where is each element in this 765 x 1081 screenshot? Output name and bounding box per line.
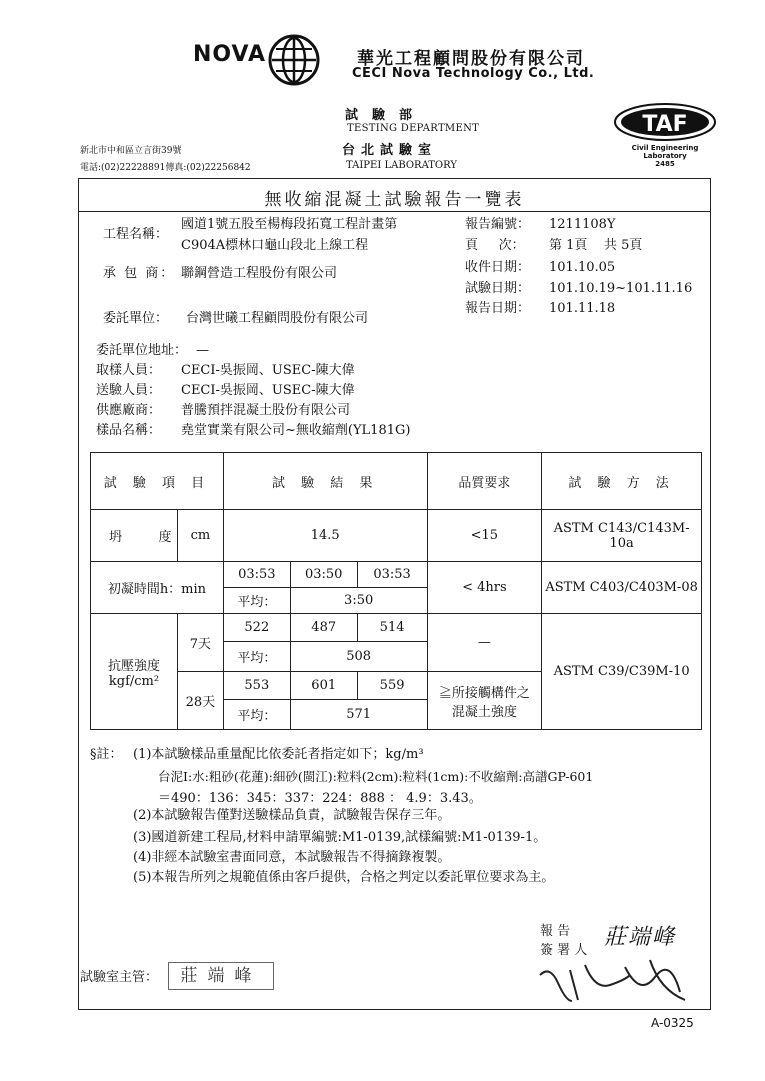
strength-age-28d: 28天 (177, 672, 223, 730)
sample-label: 樣品名稱： (96, 423, 162, 438)
setting-method: ASTM C403/C403M-08 (542, 562, 702, 614)
lab-manager-label: 試驗室主管： (80, 970, 159, 985)
header-test-method: 試 驗 方 法 (542, 453, 702, 510)
strength-28d-requirement-line1: ≧所接觸構件之 (438, 685, 530, 701)
title-divider (78, 211, 711, 212)
company-name-en: CECI Nova Technology Co., Ltd. (352, 66, 595, 81)
strength-7d-value-3: 514 (357, 614, 427, 642)
note-3: (3)國道新建工程局,材料申請單編號:M1-0139,試樣編號:M1-0139-1。 (133, 830, 547, 845)
sample-name: 堯堂實業有限公司~無收縮劑(YL181G) (181, 423, 411, 438)
issuer-name: 莊端峰 (604, 925, 677, 950)
strength-7d-avg-label: 平均： (223, 642, 290, 672)
report-date: 101.11.18 (549, 301, 616, 316)
setting-requirement: < 4hrs (427, 562, 542, 614)
note-1-ratio: ＝490：136：345：337：224：888 ： 4.9：3.43。 (158, 791, 482, 806)
supplier-label: 供應廠商： (96, 403, 162, 418)
strength-28d-requirement (427, 672, 542, 730)
nova-logo-text: NOVA (193, 42, 267, 67)
strength-7d-avg: 508 (290, 642, 427, 672)
project-label: 工程名稱： (103, 227, 169, 242)
department-cn: 試驗部 (345, 108, 427, 123)
strength-28d-value-1: 553 (223, 672, 290, 700)
contractor-name: 聯鋼營造工程股份有限公司 (181, 266, 338, 281)
ceci-globe-logo-icon (268, 34, 320, 86)
test-date: 101.10.19~101.11.16 (549, 281, 693, 296)
handwritten-signature-icon (530, 955, 700, 1015)
issuer-label-line1: 報 告 (540, 924, 571, 939)
table-row-setting-values (91, 562, 702, 588)
issuer-label-line2: 簽 署 人 (540, 943, 588, 958)
contractor-label: 承 包 商： (103, 266, 176, 281)
setting-value-1: 03:53 (223, 562, 290, 588)
setting-item: 初凝時間h：min (91, 562, 224, 614)
company-address: 新北市中和區立言街39號 (80, 146, 182, 156)
taf-number: 2485 (655, 160, 675, 168)
note-5: (5)本報告所列之規範值係由客戶提供，合格之判定以委託單位要求為主。 (133, 870, 555, 885)
strength-28d-avg: 571 (290, 700, 427, 730)
notes-mark: §註： (90, 747, 123, 762)
client-address-label: 委託單位地址： (96, 343, 188, 358)
strength-age-7d: 7天 (177, 614, 223, 672)
project-name-line2: C904A標林口龜山段北上線工程 (181, 238, 369, 253)
client-name: 台灣世曦工程顧問股份有限公司 (186, 311, 369, 326)
laboratory-cn: 台北試驗室 (342, 143, 438, 158)
strength-method: ASTM C39/C39M-10 (542, 614, 702, 730)
strength-7d-value-2: 487 (290, 614, 357, 642)
setting-value-2: 03:50 (290, 562, 357, 588)
strength-28d-value-2: 601 (290, 672, 357, 700)
table-row-slump (91, 510, 702, 562)
project-name-line1: 國道1號五股至楊梅段拓寬工程計畫第 (181, 217, 398, 232)
report-title: 無收縮混凝土試驗報告一覽表 (264, 190, 525, 210)
client-label: 委託單位： (103, 311, 169, 326)
strength-28d-requirement-line2: 混凝土強度 (451, 704, 517, 720)
report-date-label: 報告日期： (465, 301, 531, 316)
slump-method: ASTM C143/C143M-10a (542, 510, 702, 562)
setting-avg-label: 平均： (223, 588, 290, 614)
department-en: TESTING DEPARTMENT (347, 123, 480, 134)
slump-unit: cm (177, 510, 223, 562)
page-value: 第 1頁 共 5頁 (549, 238, 643, 253)
setting-avg: 3:50 (290, 588, 427, 614)
test-date-label: 試驗日期： (465, 281, 531, 296)
supplier: 普騰預拌混凝土股份有限公司 (181, 403, 351, 418)
note-4: (4)非經本試驗室書面同意，本試驗報告不得摘錄複製。 (133, 850, 451, 865)
received-date: 101.10.05 (549, 260, 616, 275)
note-1: (1)本試驗樣品重量配比依委託者指定如下；kg/m³ (133, 747, 424, 762)
taf-caption (605, 144, 725, 168)
sampler-label: 取樣人員： (96, 363, 162, 378)
slump-item: 坍 度 (91, 510, 178, 562)
deliverer: CECI-吳振岡、USEC-陳大偉 (181, 383, 355, 398)
header-requirement: 品質要求 (427, 453, 542, 510)
table-header-row (91, 453, 702, 510)
header-test-item: 試 驗 項 目 (91, 453, 224, 510)
strength-item-name: 抗壓強度 (107, 658, 160, 674)
strength-28d-avg-label: 平均： (223, 700, 290, 730)
strength-7d-requirement: — (427, 614, 542, 672)
note-2: (2)本試驗報告僅對送驗樣品負責，試驗報告保存三年。 (133, 808, 451, 823)
table-row-strength-7d-values (91, 614, 702, 642)
slump-requirement: <15 (427, 510, 542, 562)
setting-value-3: 03:53 (357, 562, 427, 588)
report-issuer (540, 920, 587, 958)
strength-item-unit: kgf/cm² (108, 673, 160, 689)
report-number: 1211108Y (549, 217, 616, 232)
deliverer-label: 送驗人員： (96, 383, 162, 398)
strength-28d-value-3: 559 (357, 672, 427, 700)
client-address: — (196, 343, 209, 358)
received-date-label: 收件日期： (465, 260, 531, 275)
taf-caption-line1: Civil Engineering (631, 144, 699, 152)
page-label: 頁 次： (465, 238, 525, 253)
taf-logo-text: TAF (642, 112, 688, 137)
company-name-cn: 華光工程顧問股份有限公司 (357, 49, 585, 69)
results-table (90, 452, 702, 730)
laboratory-en: TAIPEI LABORATORY (346, 160, 457, 171)
company-phone: 電話:(02)22228891傳真:(02)22256842 (80, 163, 251, 173)
strength-item (91, 614, 178, 730)
header-test-result: 試 驗 結 果 (223, 453, 427, 510)
lab-manager-stamp: 莊端峰 (168, 962, 274, 990)
document-number: A-0325 (651, 1016, 694, 1030)
taf-caption-line2: Laboratory (643, 152, 687, 160)
note-1-mix: 台泥Ⅰ:水:粗砂(花蓮):細砂(閩江):粒料(2cm):粒料(1cm):不收縮劑:高譜GP-601 (158, 769, 594, 784)
strength-7d-value-1: 522 (223, 614, 290, 642)
sampler: CECI-吳振岡、USEC-陳大偉 (181, 363, 355, 378)
slump-result: 14.5 (223, 510, 427, 562)
report-number-label: 報告編號： (465, 217, 531, 232)
